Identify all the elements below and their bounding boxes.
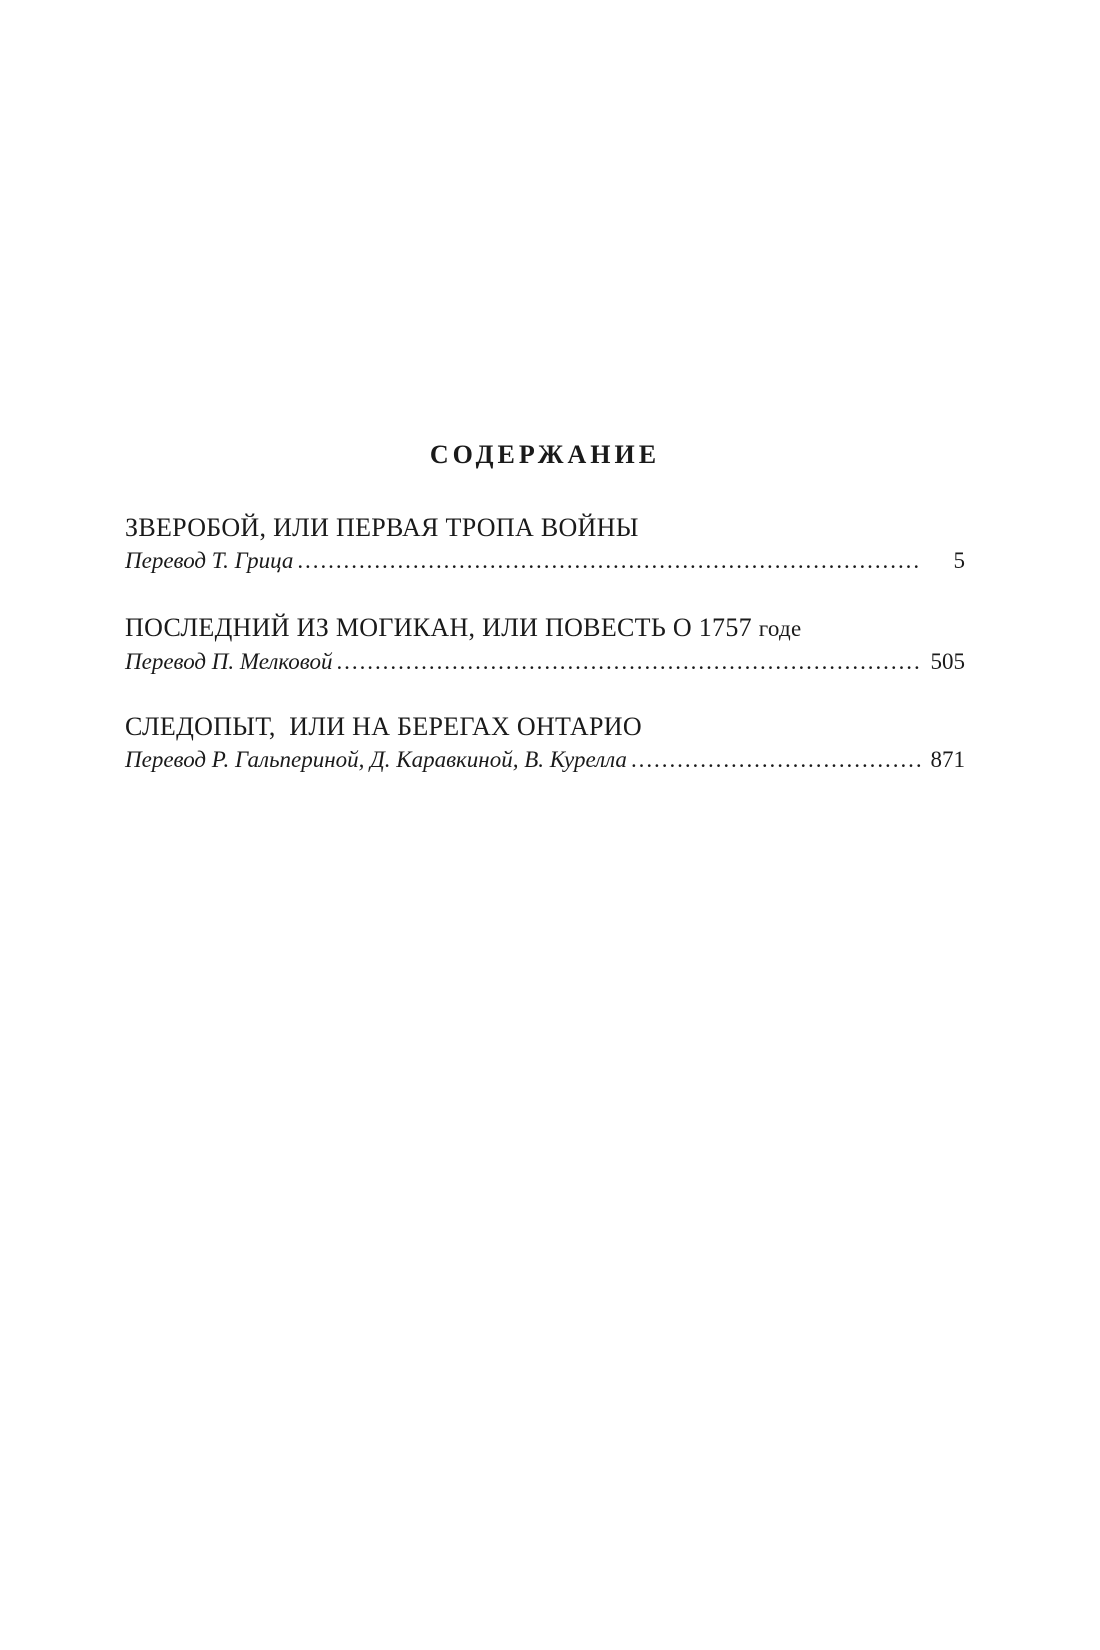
dot-leader	[297, 544, 921, 578]
entry-title-suffix: годе	[758, 616, 802, 641]
entry-translator: Перевод Т. Грица	[125, 548, 294, 573]
entry-page-number: 5	[953, 548, 965, 573]
dot-leader	[631, 743, 921, 777]
toc-entry	[125, 612, 965, 679]
entry-title-text: СЛЕДОПЫТ, ИЛИ НА БЕРЕГАХ ОНТАРИО	[125, 712, 642, 741]
entry-title-text: ЗВЕРОБОЙ, ИЛИ ПЕРВАЯ ТРОПА ВОЙНЫ	[125, 513, 639, 542]
entry-title-text: ПОСЛЕДНИЙ ИЗ МОГИКАН, ИЛИ ПОВЕСТЬ О 1757	[125, 613, 752, 642]
entry-line	[125, 743, 965, 777]
entry-translator: Перевод Р. Гальпериной, Д. Каравкиной, В. Курелла	[125, 747, 627, 772]
entry-line	[125, 645, 965, 679]
entry-title	[125, 512, 965, 544]
toc-heading: СОДЕРЖАНИЕ	[429, 440, 661, 469]
dot-leader	[336, 645, 921, 679]
entry-translator: Перевод П. Мелковой	[125, 649, 333, 674]
entry-page-number: 505	[930, 649, 965, 674]
entry-page-number: 871	[930, 747, 965, 772]
entry-line	[125, 544, 965, 578]
entry-title	[125, 612, 965, 645]
toc-entry	[125, 711, 965, 777]
toc-entry	[125, 512, 965, 578]
entry-title	[125, 711, 965, 743]
